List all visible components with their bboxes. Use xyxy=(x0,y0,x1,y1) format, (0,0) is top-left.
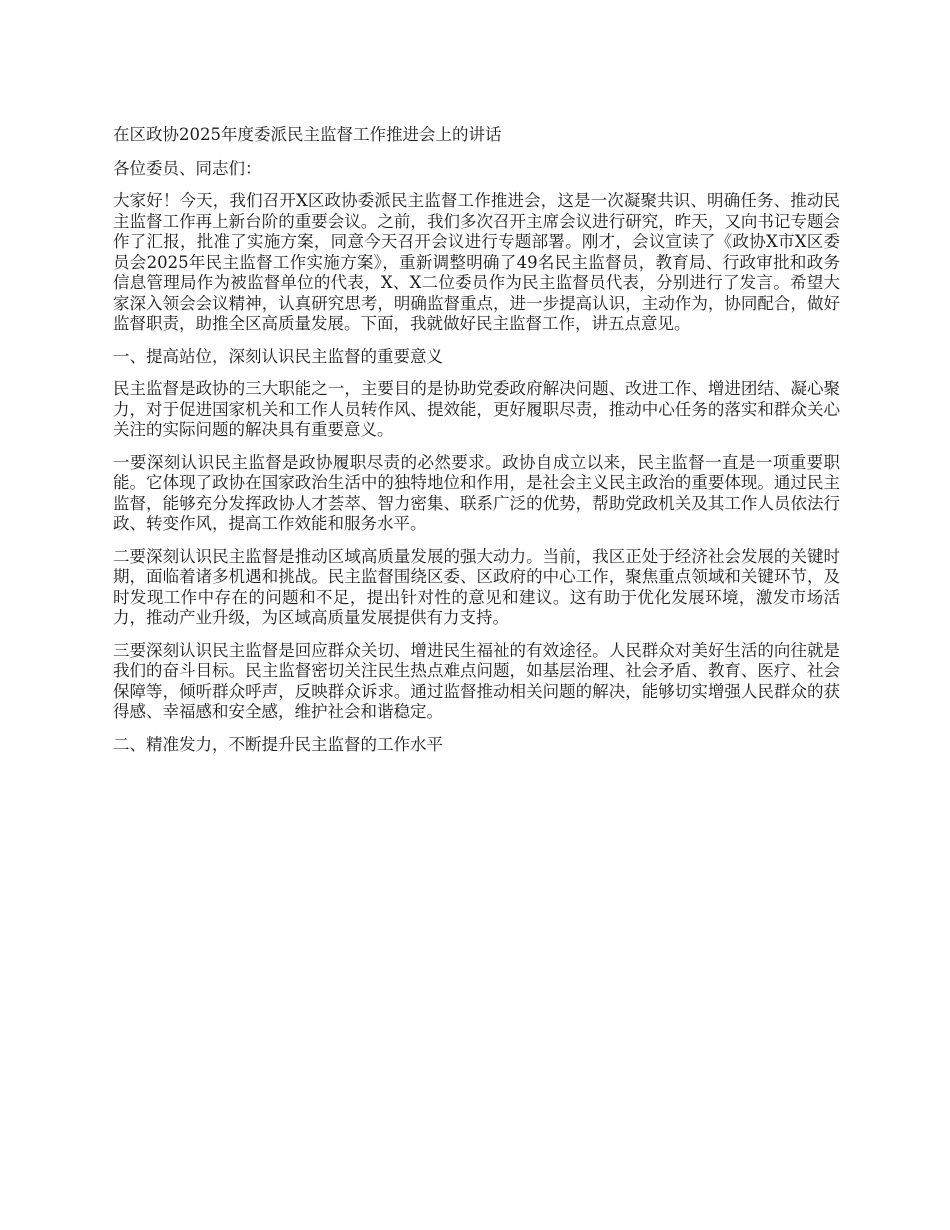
paragraph-opening: 大家好！今天，我们召开X区政协委派民主监督工作推进会，这是一次凝聚共识、明确任务、推动民主监督工作再上新台阶的重要会议。之前，我们多次召开主席会议进行研究，昨天，又向书记专题会作了汇报，批准了实施方案，同意今天召开会议进行专题部署。刚才，会议宣读了《政协X市X区委员会2025年民主监督工作实施方案》，重新调整明确了49名民主监督员，教育局、行政审批和政务信息管理局作为被监督单位的代表，X、X二位委员作为民主监督员代表，分别进行了发言。希望大家深入领会会议精神，认真研究思考，明确监督重点，进一步提高认识，主动作为，协同配合，做好监督职责，助推全区高质量发展。下面，我就做好民主监督工作，讲五点意见。 xyxy=(113,191,840,333)
paragraph-point-1: 一要深刻认识民主监督是政协履职尽责的必然要求。政协自成立以来，民主监督一直是一项重要职能。它体现了政协在国家政治生活中的独特地位和作用，是社会主义民主政治的重要体现。通过民主监督，能够充分发挥政协人才荟萃、智力密集、联系广泛的优势，帮助党政机关及其工作人员依法行政、转变作风，提高工作效能和服务水平。 xyxy=(113,452,840,533)
document-page xyxy=(113,125,840,767)
section-heading-2: 二、精准发力，不断提升民主监督的工作水平 xyxy=(113,734,443,754)
paragraph-section-1-intro: 民主监督是政协的三大职能之一，主要目的是协助党委政府解决问题、改进工作、增进团结、凝心聚力，对于促进国家机关和工作人员转作风、提效能，更好履职尽责，推动中心任务的落实和群众关心关注的实际问题的解决具有重要意义。 xyxy=(113,379,840,439)
document-title: 在区政协2025年度委派民主监督工作推进会上的讲话 xyxy=(113,125,502,144)
section-heading-1: 一、提高站位，深刻认识民主监督的重要意义 xyxy=(113,346,443,366)
paragraph-point-2: 二要深刻认识民主监督是推动区域高质量发展的强大动力。当前，我区正处于经济社会发展的关键时期，面临着诸多机遇和挑战。民主监督围绕区委、区政府的中心工作，聚焦重点领域和关键环节，及时发现工作中存在的问题和不足，提出针对性的意见和建议。这有助于优化发展环境，激发市场活力，推动产业升级，为区域高质量发展提供有力支持。 xyxy=(113,546,840,627)
salutation: 各位委员、同志们： xyxy=(113,158,262,178)
paragraph-point-3: 三要深刻认识民主监督是回应群众关切、增进民生福祉的有效途径。人民群众对美好生活的向往就是我们的奋斗目标。民主监督密切关注民生热点难点问题，如基层治理、社会矛盾、教育、医疗、社会保障等，倾听群众呼声，反映群众诉求。通过监督推动相关问题的解决，能够切实增强人民群众的获得感、幸福感和安全感，维护社会和谐稳定。 xyxy=(113,640,840,721)
